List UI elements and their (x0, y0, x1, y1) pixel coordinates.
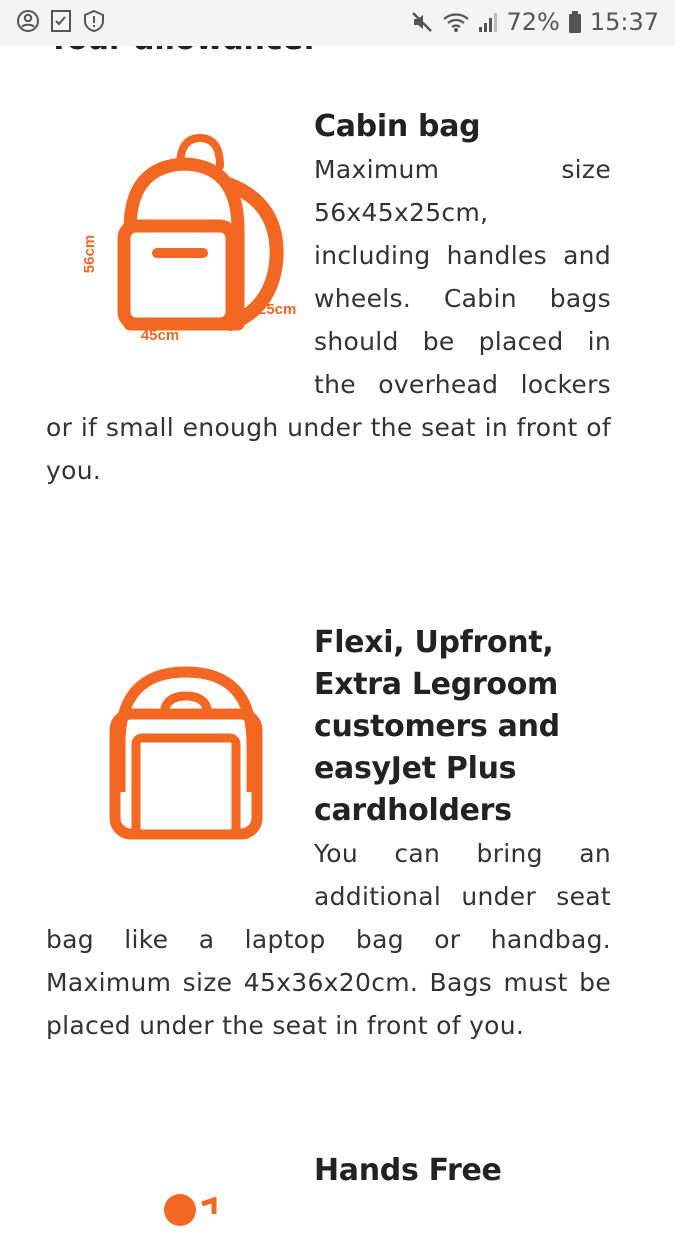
hands-free-section (46, 1150, 611, 1210)
backpack-icon (80, 124, 320, 364)
clock: 15:37 (589, 8, 659, 36)
cabin-bag-illustration (46, 106, 314, 396)
under-seat-bag-section (46, 622, 611, 1047)
cabin-bag-title: Cabin bag (314, 109, 481, 144)
account-circle-icon (16, 9, 40, 33)
under-seat-bag-description: You can bring an additional under seat bag like a laptop bag or handbag. Maximum size 45x36x20cm. Bags must be placed under the seat in front of you. (46, 839, 611, 1040)
dim-depth-label: 25cm (258, 301, 297, 318)
hands-free-title: Hands Free (314, 1153, 502, 1188)
under-seat-bag-illustration (46, 622, 314, 912)
battery-percentage: 72% (506, 8, 560, 36)
hands-free-illustration (46, 1150, 314, 1210)
cabin-bag-description: Maximum size 56x45x25cm, including handles and wheels. Cabin bags should be placed in the overhead lockers or if small enough under the seat in front of you. (46, 155, 611, 485)
dim-width-label: 45cm (140, 327, 180, 344)
signal-icon (478, 11, 498, 33)
under-seat-bag-title: Flexi, Upfront, Extra Legroom customers and easyJet Plus cardholders (314, 625, 560, 828)
status-bar (0, 0, 675, 46)
shield-alert-icon (82, 9, 106, 33)
dim-height-label: 56cm (81, 234, 98, 274)
checklist-icon (50, 9, 72, 33)
hands-free-icon (158, 1180, 238, 1240)
cabin-bag-section (46, 106, 611, 492)
handbag-icon (106, 662, 266, 852)
mute-icon (410, 10, 434, 34)
battery-icon (568, 10, 582, 34)
wifi-icon (442, 11, 470, 33)
